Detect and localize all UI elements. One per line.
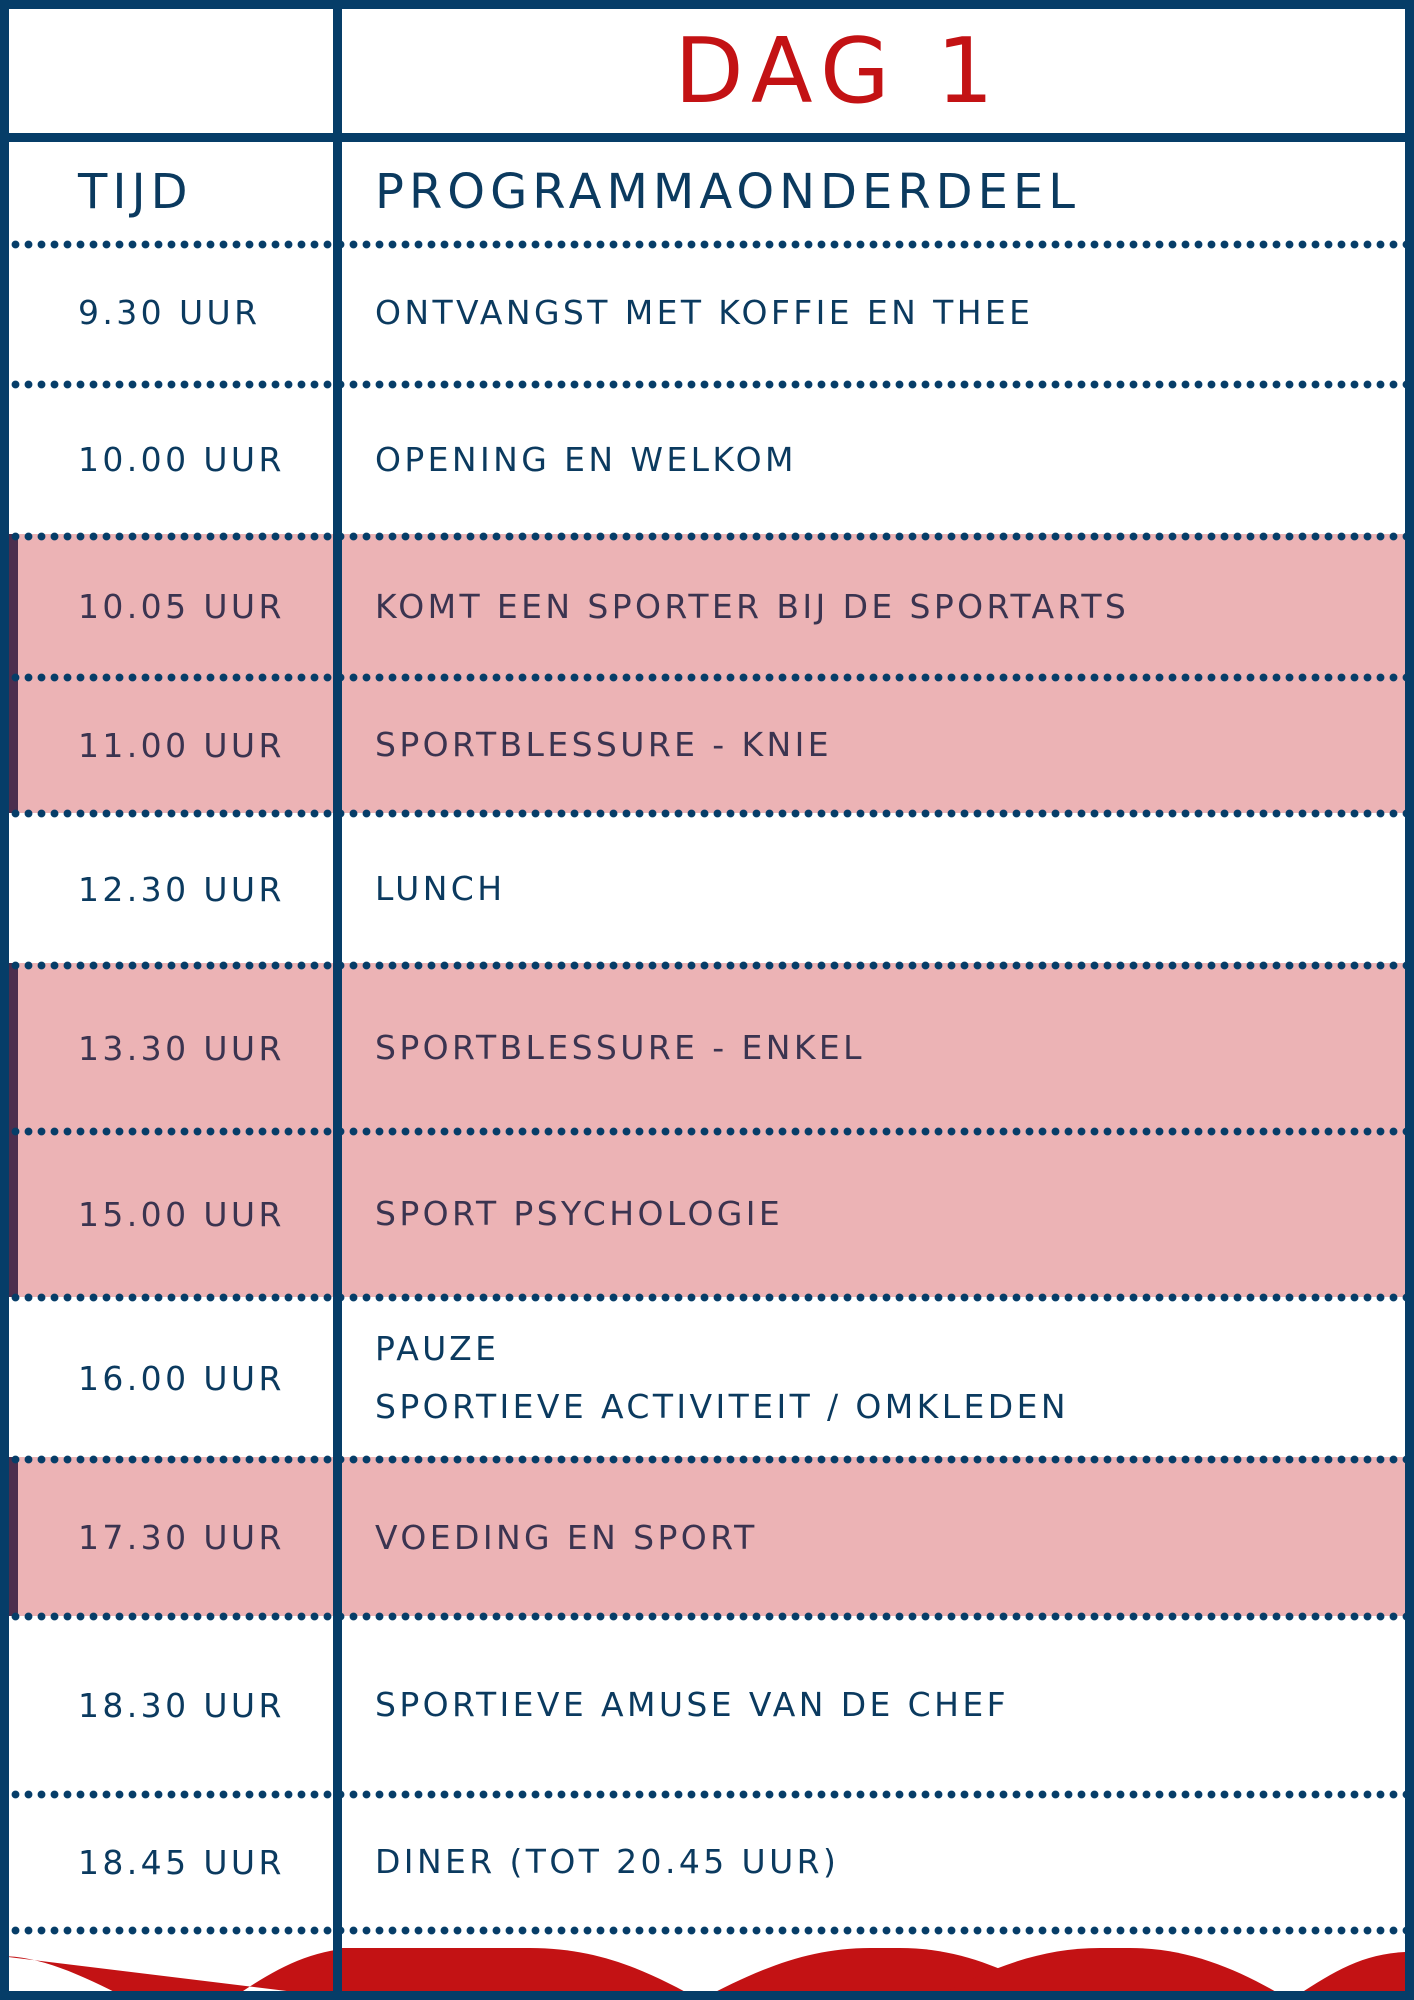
table-row [0,1131,1414,1297]
activity-cell [375,536,1129,677]
table-row [0,965,1414,1131]
activity-cell [375,813,505,965]
dotted-divider [9,380,1405,389]
activity-cell [375,677,832,813]
activity-cell [375,1131,783,1297]
time-cell: 10.00 UUR [78,440,285,479]
time-cell: 11.00 UUR [78,725,285,765]
activity-line: OPENING EN WELKOM [375,439,797,479]
activity-line: SPORTBLESSURE - ENKEL [375,1028,865,1067]
wave-decoration [0,1944,1414,2000]
time-cell: 9.30 UUR [78,293,261,332]
dotted-divider [9,1790,1405,1799]
dotted-divider [9,673,1405,682]
time-cell: 13.30 UUR [78,1028,285,1068]
time-cell: 17.30 UUR [78,1518,285,1557]
activity-cell [375,1794,839,1930]
activity-cell [375,1459,758,1616]
dotted-divider [9,532,1405,541]
activity-cell [375,1616,1009,1794]
time-cell: 10.05 UUR [78,587,285,626]
page-title: DAG 1 [674,18,1003,124]
activity-line: SPORTBLESSURE - KNIE [375,725,833,764]
activity-line: ONTVANGST MET KOFFIE EN THEE [375,292,1034,332]
activity-cell [375,383,797,536]
activity-line: PAUZE [375,1329,500,1368]
dotted-divider [9,809,1405,818]
dotted-divider [9,1612,1405,1621]
column-header-row [0,142,1414,242]
activity-column-header: PROGRAMMAONDERDEEL [375,164,1081,220]
table-row [0,242,1414,383]
dotted-divider [9,961,1405,970]
activity-cell [375,1297,1069,1459]
time-cell: 15.00 UUR [78,1194,285,1234]
dotted-divider [9,240,1405,249]
table-row [0,1616,1414,1794]
activity-line: SPORT PSYCHOLOGIE [375,1194,784,1233]
activity-line: LUNCH [375,869,506,908]
table-row [0,1794,1414,1930]
activity-line: SPORTIEVE ACTIVITEIT / OMKLEDEN [375,1387,1069,1426]
dotted-divider [9,1455,1405,1464]
table-row [0,677,1414,813]
time-cell: 18.30 UUR [78,1685,285,1725]
activity-line: DINER (TOT 20.45 UUR) [375,1842,840,1881]
time-column-header: TIJD [78,164,193,220]
table-row [0,813,1414,965]
dotted-divider [9,1293,1405,1302]
time-cell: 16.00 UUR [78,1358,285,1398]
time-cell: 18.45 UUR [78,1842,285,1882]
column-divider [333,0,342,2000]
activity-cell [375,965,865,1131]
table-row [0,536,1414,677]
time-cell: 12.30 UUR [78,869,285,909]
activity-cell [375,242,1033,383]
dotted-divider [9,1127,1405,1136]
table-row [0,1297,1414,1459]
table-row [0,1459,1414,1616]
activity-line: SPORTIEVE AMUSE VAN DE CHEF [375,1685,1009,1724]
activity-line: VOEDING EN SPORT [375,1517,758,1557]
header-divider [0,133,1414,142]
activity-line: KOMT EEN SPORTER BIJ DE SPORTARTS [375,586,1130,626]
dotted-divider [9,1926,1405,1935]
table-row [0,383,1414,536]
